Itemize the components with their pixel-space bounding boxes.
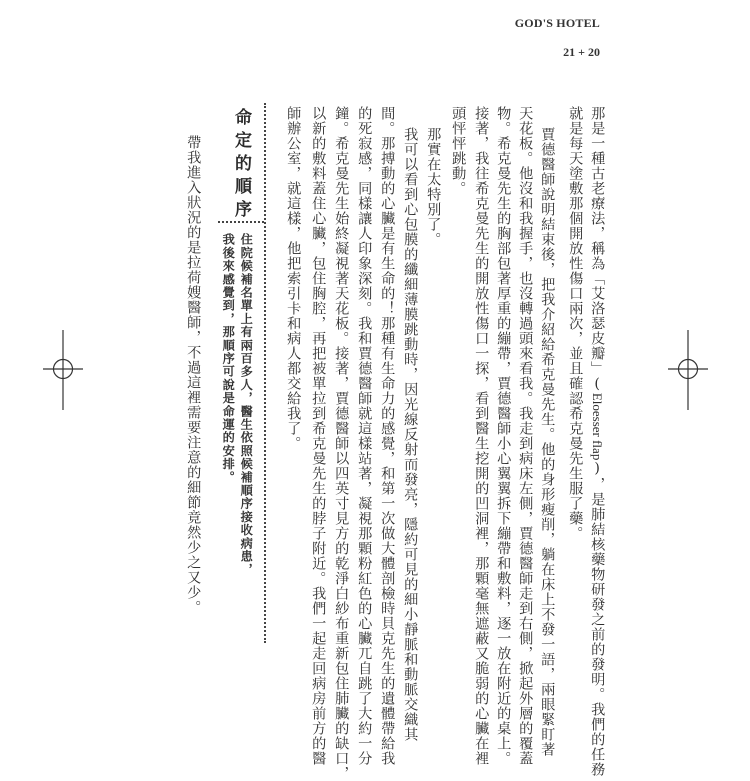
body-column-6: 接著，我往希克曼先生的開放性傷口一探，看到醫生挖開的凹洞裡，那顆毫無遮蔽又脆弱的心臟在裡 [473,106,490,766]
body-column-11: 的死寂感，同樣讓人印象深刻。我和賈德醫師就這樣站著，凝視那顆粉紅色的心臟兀自跳了大約一分 [356,106,373,766]
latin-term: Eloesser flap [590,392,606,461]
pull-quote-line-1: 住院候補名單上有兩百多人，醫生依照候補順序接收病患， [239,233,254,577]
pull-quote-line-2: 我後來感覺到，那順序可說是命運的安排。 [221,233,236,484]
body-column-3: 賈德醫師說明結束後，把我介紹給希克曼先生。他的身形瘦削，躺在床上不發一語，兩眼緊盯著 [539,127,556,757]
body-column-8: 那實在太特別了。 [425,127,442,247]
body-column-7: 頭怦怦跳動。 [450,106,467,196]
body-column-12: 鐘。希克曼先生始終凝視著天花板。接著，賈德醫師以四英寸見方的乾淨白紗布重新包住肺臟的缺口， [333,106,350,781]
page-number: 21 + 20 [563,45,600,59]
book-title: GOD'S HOTEL [514,16,600,30]
body-column-5: 物。希克曼先生的胸部包著厚重的繃帶，賈德醫師小心翼翼拆下繃帶和敷料，逐一放在附近的桌上。 [495,106,512,766]
section-title: 命定的順序 [231,108,251,223]
registration-mark-right-icon [666,330,710,410]
body-column-1: 那是一種古老療法，稱為「艾洛瑟皮瓣」(Eloesser flap)，是肺結核藥物研發之前的發明。我們的任務 [589,106,606,778]
registration-mark-left-icon [41,330,85,410]
body-column-4: 天花板。他沒和我握手，也沒轉過頭來看我。我走到病床左側，賈德醫師走到右側，掀起外層的覆蓋 [517,106,534,766]
body-column-14: 師辦公室，就這樣，他把索引卡和病人都交給我了。 [285,106,302,451]
body-column-9: 我可以看到心包膜的纖細薄膜跳動時，因光線反射而發亮，隱約可見的細小靜脈和動脈交織其 [402,127,419,742]
running-head [515,16,600,60]
section-divider-vertical [264,103,266,643]
body-column-2: 就是每天塗敷那個開放性傷口兩次，並且確認希克曼先生服了藥。 [567,106,584,541]
body-column-13: 以新的敷料蓋住心臟，包住胸腔，再把被單拉到希克曼先生的脖子附近。我們一起走回病房前方的醫 [310,106,327,766]
body-column-10: 間。那搏動的心臟是有生命的！那種有生命力的感覺，和第一次做大體剖檢時貝克先生的遺體帶給我 [379,106,396,766]
section-first-column: 帶我進入狀況的是拉荷嫂醫師，不過這裡需要注意的細節竟然少之又少。 [185,135,202,615]
